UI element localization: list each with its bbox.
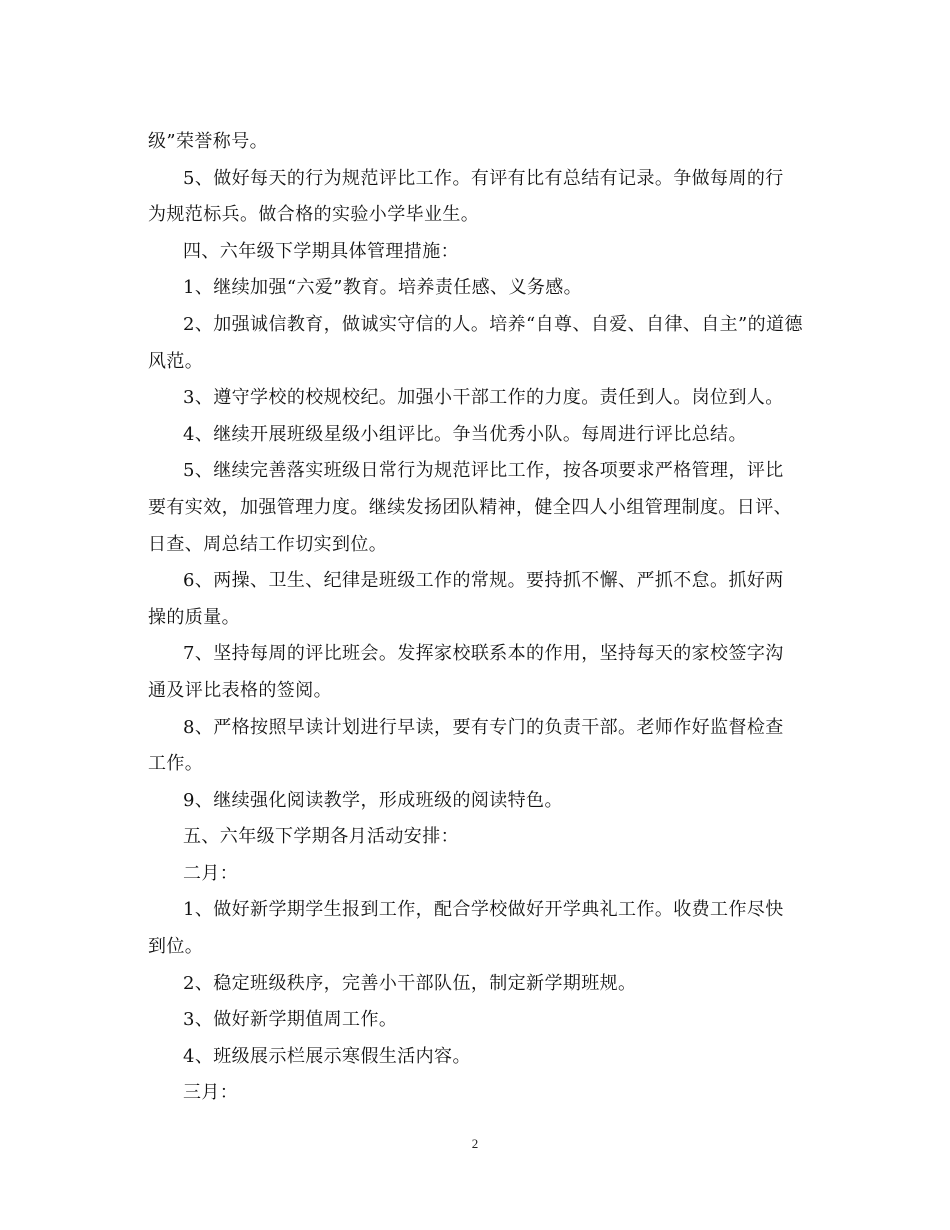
- paragraph-line: 通及评比表格的签阅。: [148, 679, 332, 701]
- paragraph-line: 级”荣誉称号。: [148, 131, 269, 152]
- month-heading: 三月：: [183, 1082, 239, 1104]
- paragraph-line: 为规范标兵。做合格的实验小学毕业生。: [148, 204, 480, 226]
- paragraph-line: 工作。: [148, 753, 204, 775]
- paragraph-line: 到位。: [148, 936, 204, 958]
- paragraph-line: 风范。: [148, 350, 204, 372]
- month-heading: 二月：: [183, 862, 239, 884]
- paragraph-line: 4、班级展示栏展示寒假生活内容。: [183, 1045, 471, 1067]
- paragraph-line: 1、继续加强“六爱”教育。培养责任感、义务感。: [183, 277, 583, 299]
- section-heading: 五、六年级下学期各月活动安排：: [183, 826, 459, 848]
- paragraph-line: 4、继续开展班级星级小组评比。争当优秀小队。每周进行评比总结。: [183, 423, 747, 445]
- paragraph-line: 3、做好新学期值周工作。: [183, 1009, 398, 1031]
- paragraph-line: 2、加强诚信教育，做诚实守信的人。培养“自尊、自爱、自律、自主”的道德: [183, 313, 803, 335]
- paragraph-line: 5、继续完善落实班级日常行为规范评比工作，按各项要求严格管理，评比: [183, 460, 784, 482]
- paragraph-line: 要有实效，加强管理力度。继续发扬团队精神，健全四人小组管理制度。日评、: [148, 496, 792, 518]
- paragraph-line: 9、继续强化阅读教学，形成班级的阅读特色。: [183, 789, 563, 811]
- paragraph-line: 3、遵守学校的校规校纪。加强小干部工作的力度。责任到人。岗位到人。: [183, 387, 784, 409]
- paragraph-line: 7、坚持每周的评比班会。发挥家校联系本的作用，坚持每天的家校签字沟: [183, 643, 784, 665]
- paragraph-line: 5、做好每天的行为规范评比工作。有评有比有总结有记录。争做每周的行: [183, 167, 784, 189]
- paragraph-line: 日查、周总结工作切实到位。: [148, 533, 388, 555]
- section-heading: 四、六年级下学期具体管理措施：: [183, 240, 459, 262]
- page-number: 2: [471, 1136, 479, 1151]
- paragraph-line: 6、两操、卫生、纪律是班级工作的常规。要持抓不懈、严抓不怠。抓好两: [183, 570, 784, 592]
- paragraph-line: 操的质量。: [148, 606, 240, 628]
- paragraph-line: 2、稳定班级秩序，完善小干部队伍，制定新学期班规。: [183, 972, 637, 994]
- paragraph-line: 8、严格按照早读计划进行早读，要有专门的负责干部。老师作好监督检查: [183, 716, 784, 738]
- paragraph-line: 1、做好新学期学生报到工作，配合学校做好开学典礼工作。收费工作尽快: [183, 899, 784, 921]
- document-body: [148, 124, 808, 1112]
